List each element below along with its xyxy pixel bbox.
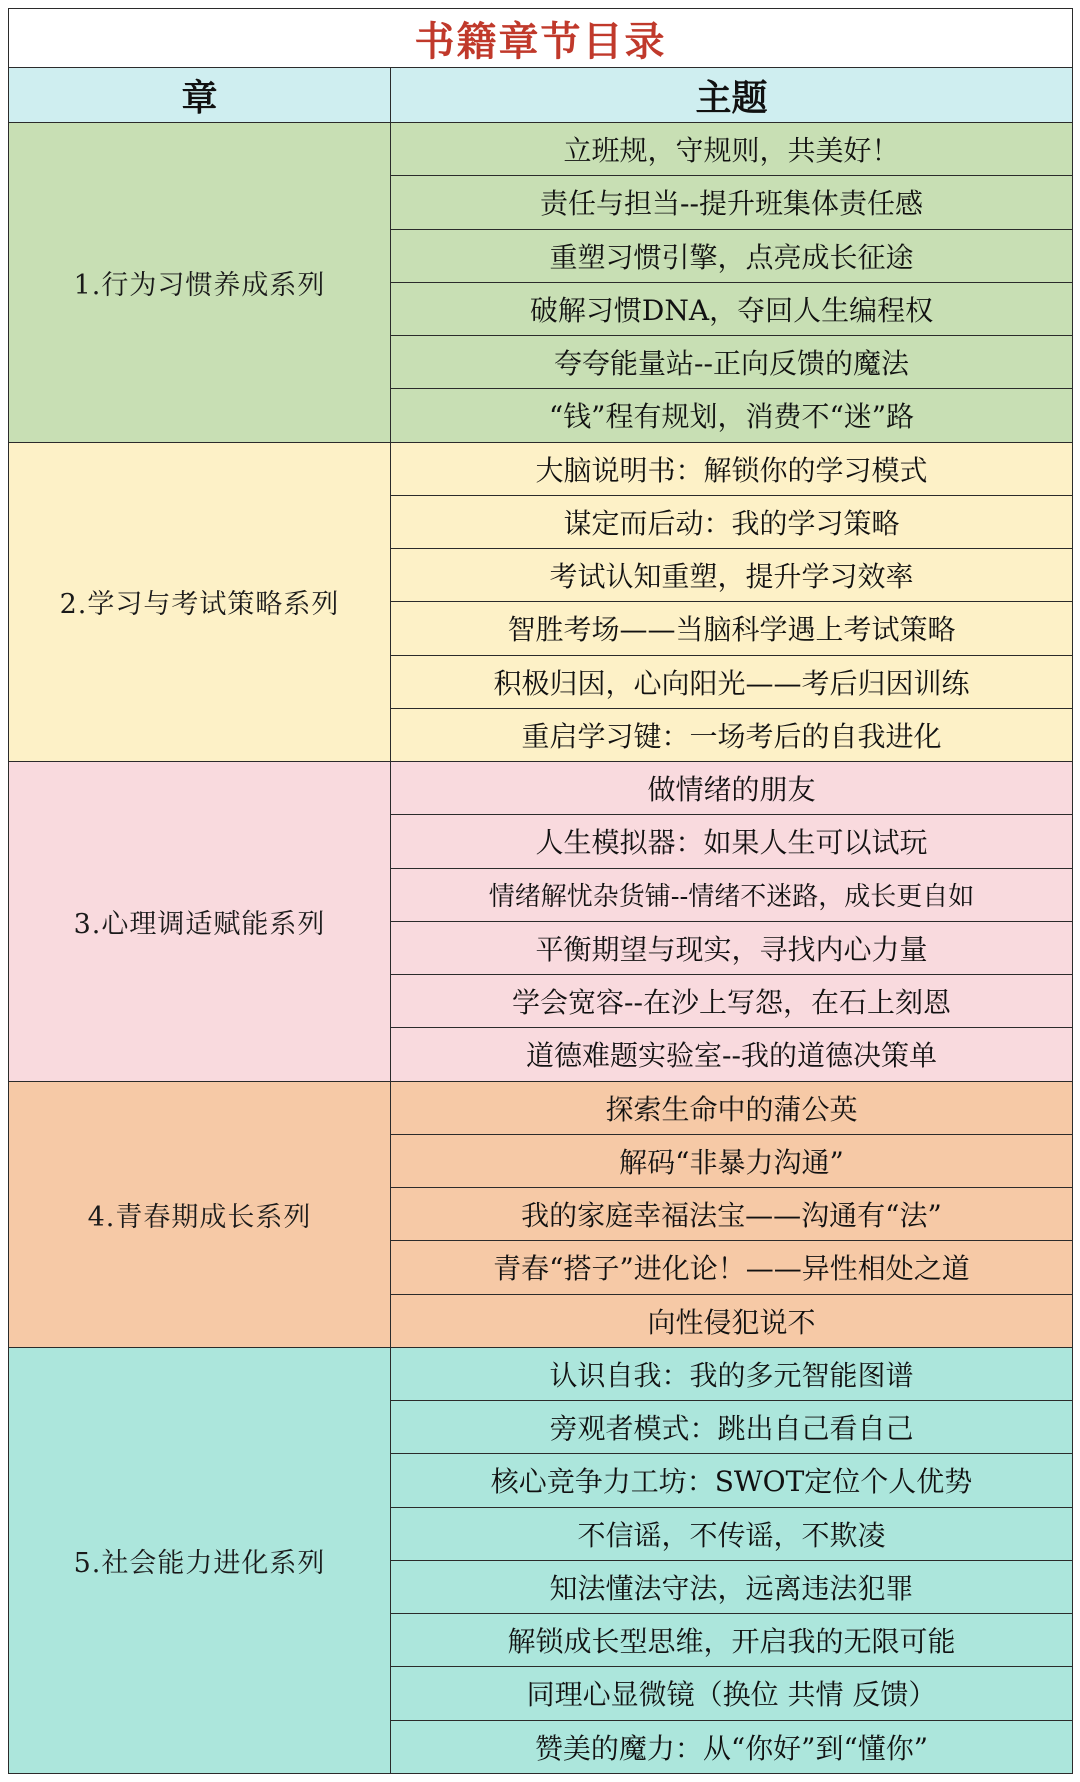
topic-cell: 考试认知重塑，提升学习效率 bbox=[391, 549, 1073, 602]
chapter-table bbox=[8, 8, 1073, 1774]
topic-cell: 解锁成长型思维，开启我的无限可能 bbox=[391, 1614, 1073, 1667]
topic-cell: 旁观者模式：跳出自己看自己 bbox=[391, 1401, 1073, 1454]
topic-cell: 智胜考场——当脑科学遇上考试策略 bbox=[391, 602, 1073, 655]
topic-cell: 情绪解忧杂货铺--情绪不迷路，成长更自如 bbox=[391, 868, 1073, 921]
topic-cell: 重启学习键：一场考后的自我进化 bbox=[391, 708, 1073, 761]
topic-cell: 道德难题实验室--我的道德决策单 bbox=[391, 1028, 1073, 1081]
topic-cell: 解码“非暴力沟通” bbox=[391, 1134, 1073, 1187]
topic-cell: 不信谣，不传谣，不欺凌 bbox=[391, 1507, 1073, 1560]
header-topic: 主题 bbox=[391, 68, 1073, 123]
chapter-cell: 1.行为习惯养成系列 bbox=[9, 123, 391, 443]
table-row bbox=[9, 762, 1073, 815]
topic-cell: 探索生命中的蒲公英 bbox=[391, 1081, 1073, 1134]
table-row bbox=[9, 1347, 1073, 1400]
topic-cell: 夸夸能量站--正向反馈的魔法 bbox=[391, 336, 1073, 389]
topic-cell: 赞美的魔力：从“你好”到“懂你” bbox=[391, 1720, 1073, 1774]
topic-cell: 人生模拟器：如果人生可以试玩 bbox=[391, 815, 1073, 868]
topic-cell: 立班规，守规则，共美好！ bbox=[391, 123, 1073, 176]
table-title: 书籍章节目录 bbox=[9, 9, 1073, 68]
topic-cell: 大脑说明书：解锁你的学习模式 bbox=[391, 442, 1073, 495]
topic-cell: 青春“搭子”进化论！——异性相处之道 bbox=[391, 1241, 1073, 1294]
topic-cell: 积极归因，心向阳光——考后归因训练 bbox=[391, 655, 1073, 708]
table-row bbox=[9, 1081, 1073, 1134]
topic-cell: 谋定而后动：我的学习策略 bbox=[391, 495, 1073, 548]
table-row bbox=[9, 442, 1073, 495]
chapter-cell: 5.社会能力进化系列 bbox=[9, 1347, 391, 1773]
topic-cell: 责任与担当--提升班集体责任感 bbox=[391, 176, 1073, 229]
topic-cell: 做情绪的朋友 bbox=[391, 762, 1073, 815]
topic-cell: 破解习惯DNA，夺回人生编程权 bbox=[391, 282, 1073, 335]
topic-cell: 学会宽容--在沙上写怨，在石上刻恩 bbox=[391, 975, 1073, 1028]
header-chapter: 章 bbox=[9, 68, 391, 123]
chapter-cell: 4.青春期成长系列 bbox=[9, 1081, 391, 1347]
topic-cell: 知法懂法守法，远离违法犯罪 bbox=[391, 1560, 1073, 1613]
chapter-cell: 3.心理调适赋能系列 bbox=[9, 762, 391, 1082]
topic-cell: 我的家庭幸福法宝——沟通有“法” bbox=[391, 1188, 1073, 1241]
chapter-cell: 2.学习与考试策略系列 bbox=[9, 442, 391, 762]
topic-cell: 平衡期望与现实，寻找内心力量 bbox=[391, 921, 1073, 974]
topic-cell: 认识自我：我的多元智能图谱 bbox=[391, 1347, 1073, 1400]
topic-cell: 同理心显微镜（换位 共情 反馈） bbox=[391, 1667, 1073, 1720]
topic-cell: “钱”程有规划，消费不“迷”路 bbox=[391, 389, 1073, 442]
table-row bbox=[9, 123, 1073, 176]
topic-cell: 核心竞争力工坊：SWOT定位个人优势 bbox=[391, 1454, 1073, 1507]
topic-cell: 向性侵犯说不 bbox=[391, 1294, 1073, 1347]
topic-cell: 重塑习惯引擎，点亮成长征途 bbox=[391, 229, 1073, 282]
